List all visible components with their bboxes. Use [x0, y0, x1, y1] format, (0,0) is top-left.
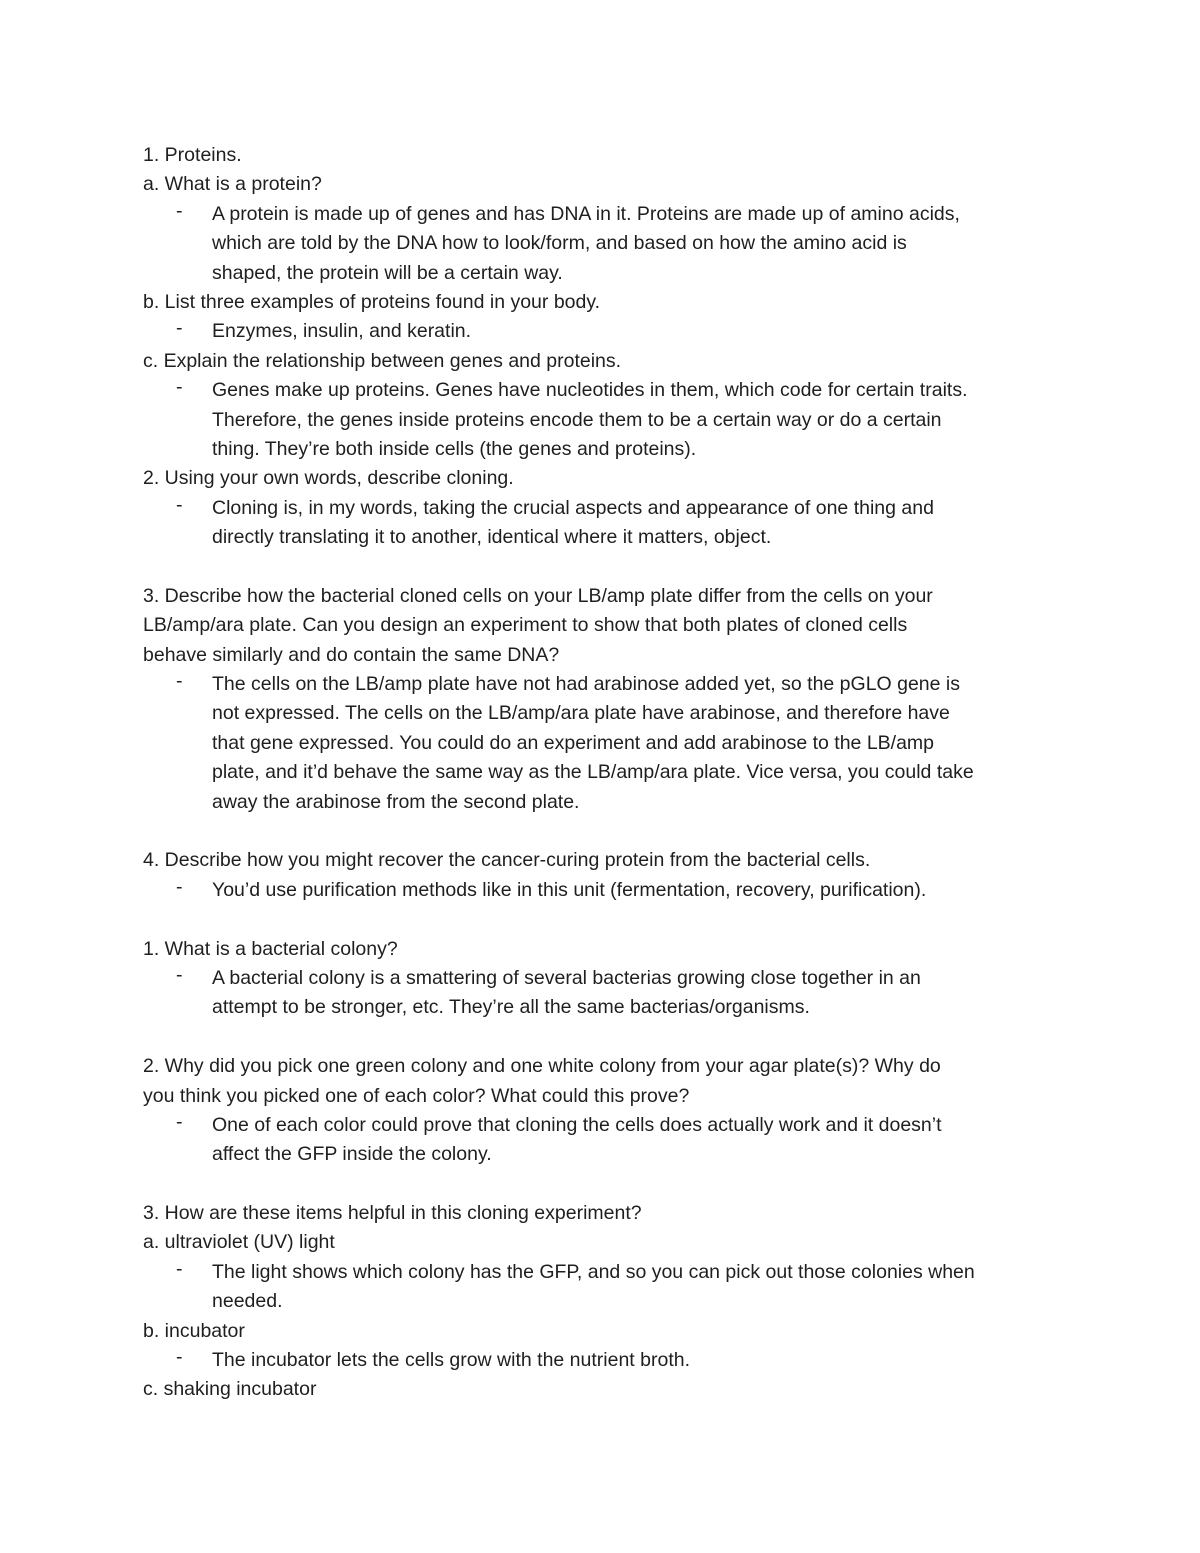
- question-block: [143, 1317, 1063, 1346]
- question-block: [143, 1375, 1063, 1404]
- bullet-dash: -: [176, 317, 183, 340]
- paragraph-spacer: [143, 552, 1063, 581]
- question-block: [143, 170, 1063, 199]
- paragraph-spacer: [143, 1023, 1063, 1052]
- question-text-line: c. Explain the relationship between genes and proteins.: [143, 349, 622, 372]
- answer-text-line: plate, and it’d behave the same way as the LB/amp/ara plate. Vice versa, you could take: [212, 761, 974, 784]
- answer-text-line: shaped, the protein will be a certain way.: [212, 261, 563, 284]
- answer-text-line: Genes make up proteins. Genes have nucleotides in them, which code for certain traits.: [212, 379, 968, 402]
- answer-block: [143, 200, 1063, 288]
- question-text-line: 1. What is a bacterial colony?: [143, 937, 398, 960]
- answer-text-line: not expressed. The cells on the LB/amp/ara plate have arabinose, and therefore have: [212, 702, 950, 725]
- answer-block: [143, 317, 1063, 346]
- question-text-line: 2. Using your own words, describe cloning.: [143, 467, 514, 490]
- question-text-line: you think you picked one of each color? What could this prove?: [143, 1084, 690, 1107]
- answer-text-line: Enzymes, insulin, and keratin.: [212, 320, 472, 343]
- question-text-line: behave similarly and do contain the same DNA?: [143, 643, 560, 666]
- question-block: [143, 1228, 1063, 1257]
- question-text-line: b. List three examples of proteins found in your body.: [143, 290, 601, 313]
- question-text-line: 1. Proteins.: [143, 144, 242, 166]
- question-text-line: 3. How are these items helpful in this cloning experiment?: [143, 1202, 642, 1225]
- answer-block: [143, 1258, 1063, 1317]
- question-text-line: 3. Describe how the bacterial cloned cells on your LB/amp plate differ from the cells on your: [143, 584, 933, 607]
- question-text-line: c. shaking incubator: [143, 1378, 317, 1401]
- answer-text-line: attempt to be stronger, etc. They’re all the same bacterias/organisms.: [212, 996, 810, 1019]
- paragraph-spacer: [143, 1170, 1063, 1199]
- answer-text-line: One of each color could prove that cloning the cells does actually work and it doesn’t: [212, 1113, 942, 1136]
- bullet-dash: -: [176, 963, 183, 986]
- question-block: [143, 141, 1063, 170]
- bullet-dash: -: [176, 1257, 183, 1280]
- answer-text-line: The incubator lets the cells grow with the nutrient broth.: [212, 1349, 690, 1372]
- bullet-dash: -: [176, 670, 183, 693]
- paragraph-spacer: [143, 905, 1063, 934]
- bullet-dash: -: [176, 376, 183, 399]
- answer-text-line: affect the GFP inside the colony.: [212, 1143, 492, 1166]
- question-block: [143, 1199, 1063, 1228]
- question-block: [143, 1052, 1063, 1111]
- answer-text-line: A bacterial colony is a smattering of several bacterias growing close together in an: [212, 966, 921, 989]
- question-block: [143, 347, 1063, 376]
- answer-text-line: that gene expressed. You could do an experiment and add arabinose to the LB/amp: [212, 731, 935, 754]
- question-text-line: 2. Why did you pick one green colony and one white colony from your agar plate(s)? Why do: [143, 1055, 941, 1078]
- question-text-line: LB/amp/ara plate. Can you design an experiment to show that both plates of cloned cells: [143, 614, 908, 637]
- answer-block: [143, 964, 1063, 1023]
- paragraph-spacer: [143, 817, 1063, 846]
- bullet-dash: -: [176, 199, 183, 222]
- bullet-dash: -: [176, 493, 183, 516]
- answer-text-line: The light shows which colony has the GFP, and so you can pick out those colonies when: [212, 1260, 975, 1283]
- answer-text-line: You’d use purification methods like in this unit (fermentation, recovery, purification).: [212, 878, 927, 901]
- answer-block: [143, 494, 1063, 553]
- bullet-dash: -: [176, 1346, 183, 1369]
- answer-text-line: Therefore, the genes inside proteins encode them to be a certain way or do a certain: [212, 408, 942, 431]
- answer-block: [143, 670, 1063, 817]
- answer-block: [143, 1346, 1063, 1375]
- question-text-line: a. ultraviolet (UV) light: [143, 1231, 335, 1254]
- bullet-dash: -: [176, 875, 183, 898]
- answer-text-line: Cloning is, in my words, taking the crucial aspects and appearance of one thing and: [212, 496, 934, 519]
- document-body: [143, 141, 1063, 1405]
- bullet-dash: -: [176, 1110, 183, 1133]
- answer-text-line: thing. They’re both inside cells (the genes and proteins).: [212, 437, 697, 460]
- question-block: [143, 582, 1063, 670]
- question-block: [143, 464, 1063, 493]
- question-block: [143, 935, 1063, 964]
- question-block: [143, 288, 1063, 317]
- answer-block: [143, 376, 1063, 464]
- answer-text-line: away the arabinose from the second plate.: [212, 790, 580, 813]
- answer-text-line: which are told by the DNA how to look/form, and based on how the amino acid is: [212, 232, 907, 255]
- answer-text-line: needed.: [212, 1290, 283, 1313]
- question-text-line: b. incubator: [143, 1319, 245, 1342]
- question-text-line: a. What is a protein?: [143, 173, 322, 196]
- answer-text-line: directly translating it to another, identical where it matters, object.: [212, 526, 772, 549]
- question-text-line: 4. Describe how you might recover the cancer-curing protein from the bacterial cells.: [143, 849, 871, 872]
- answer-text-line: The cells on the LB/amp plate have not had arabinose added yet, so the pGLO gene is: [212, 673, 960, 696]
- answer-block: [143, 1111, 1063, 1170]
- answer-text-line: A protein is made up of genes and has DNA in it. Proteins are made up of amino acids,: [212, 202, 960, 225]
- question-block: [143, 846, 1063, 875]
- answer-block: [143, 876, 1063, 905]
